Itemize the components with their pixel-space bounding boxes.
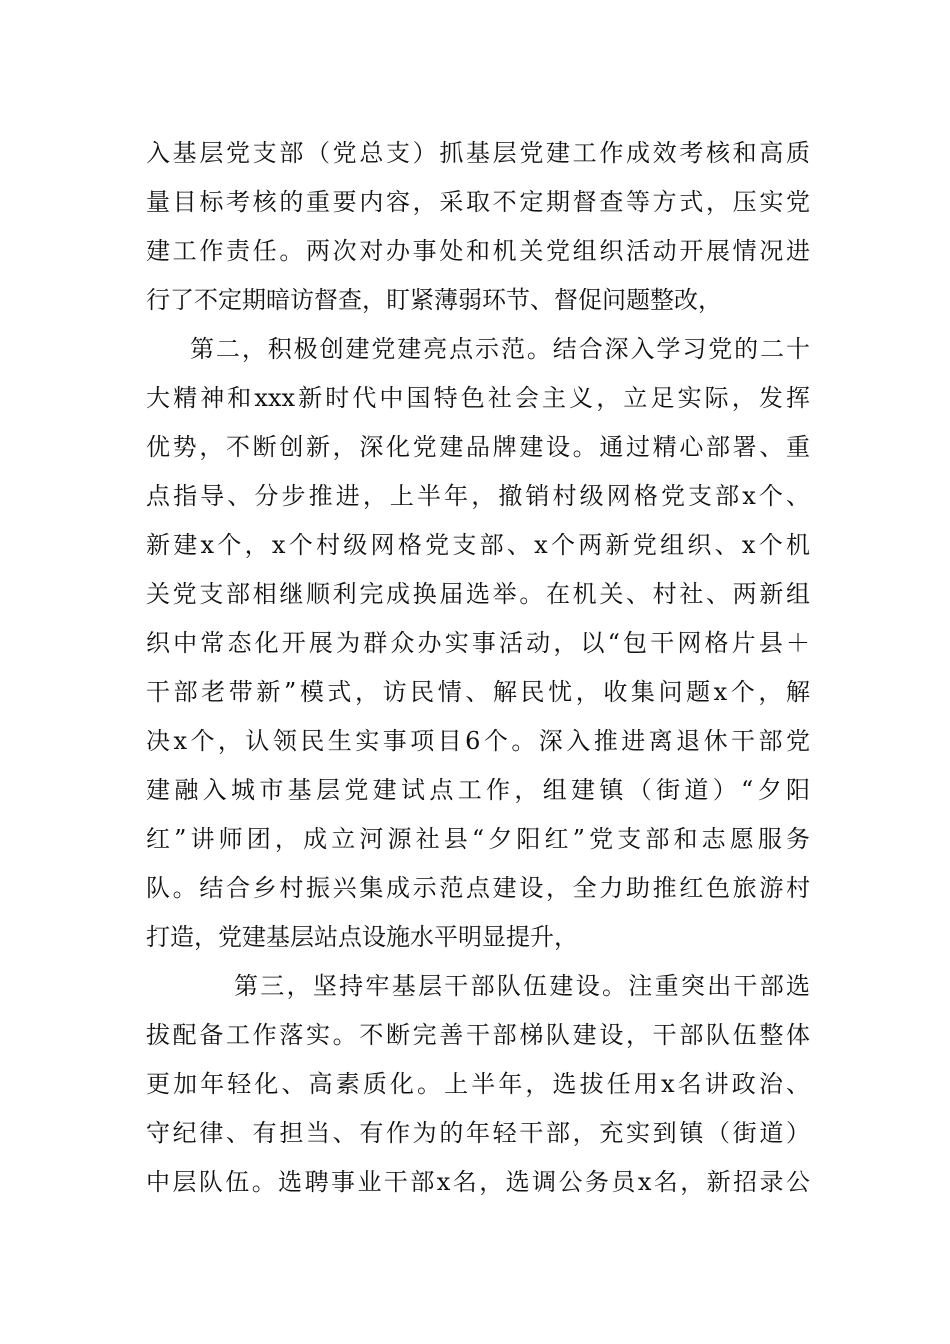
text-line: 拔配备工作落实。不断完善干部梯队建设，干部队伍整体	[146, 1021, 810, 1049]
text-line: 新建x个，x个村级网格党支部、x个两新党组织、x个机	[146, 531, 810, 559]
text-line: 队。结合乡村振兴集成示范点建设，全力助推红色旅游村	[146, 874, 810, 902]
text-line: 守纪律、有担当、有作为的年轻干部，充实到镇（街道）	[146, 1119, 810, 1147]
text-line: 大精神和xxx新时代中国特色社会主义，立足实际，发挥	[146, 384, 810, 412]
text-line: 行了不定期暗访督查，盯紧薄弱环节、督促问题整改，	[146, 286, 722, 314]
paragraph-start-line: 第三，坚持牢基层干部队伍建设。注重突出干部选	[234, 972, 810, 1000]
text-line: 关党支部相继顺利完成换届选举。在机关、村社、两新组	[146, 580, 810, 608]
text-line: 织中常态化开展为群众办实事活动，以“包干网格片县＋	[146, 629, 810, 657]
text-line: 打造，党建基层站点设施水平明显提升，	[146, 923, 578, 951]
text-line: 干部老带新”模式，访民情、解民忧，收集问题x个，解	[146, 678, 810, 706]
text-line: 优势，不断创新，深化党建品牌建设。通过精心部署、重	[146, 433, 810, 461]
paragraph-start-line: 第二，积极创建党建亮点示范。结合深入学习党的二十	[190, 335, 810, 363]
text-line: 更加年轻化、高素质化。上半年，选拔任用x名讲政治、	[146, 1070, 810, 1098]
text-line: 量目标考核的重要内容，采取不定期督查等方式，压实党	[146, 188, 810, 216]
text-line: 中层队伍。选聘事业干部x名，选调公务员x名，新招录公	[146, 1168, 810, 1196]
text-line: 点指导、分步推进，上半年，撤销村级网格党支部x个、	[146, 482, 810, 510]
text-line: 建融入城市基层党建试点工作，组建镇（街道）“夕阳	[146, 776, 810, 804]
body-text	[146, 129, 810, 1207]
text-line: 建工作责任。两次对办事处和机关党组织活动开展情况进	[146, 237, 810, 265]
text-line: 红”讲师团，成立河源社县“夕阳红”党支部和志愿服务	[146, 825, 810, 853]
text-line: 决x个，认领民生实事项目6个。深入推进离退休干部党	[146, 727, 810, 755]
text-line: 入基层党支部（党总支）抓基层党建工作成效考核和高质	[146, 139, 810, 167]
